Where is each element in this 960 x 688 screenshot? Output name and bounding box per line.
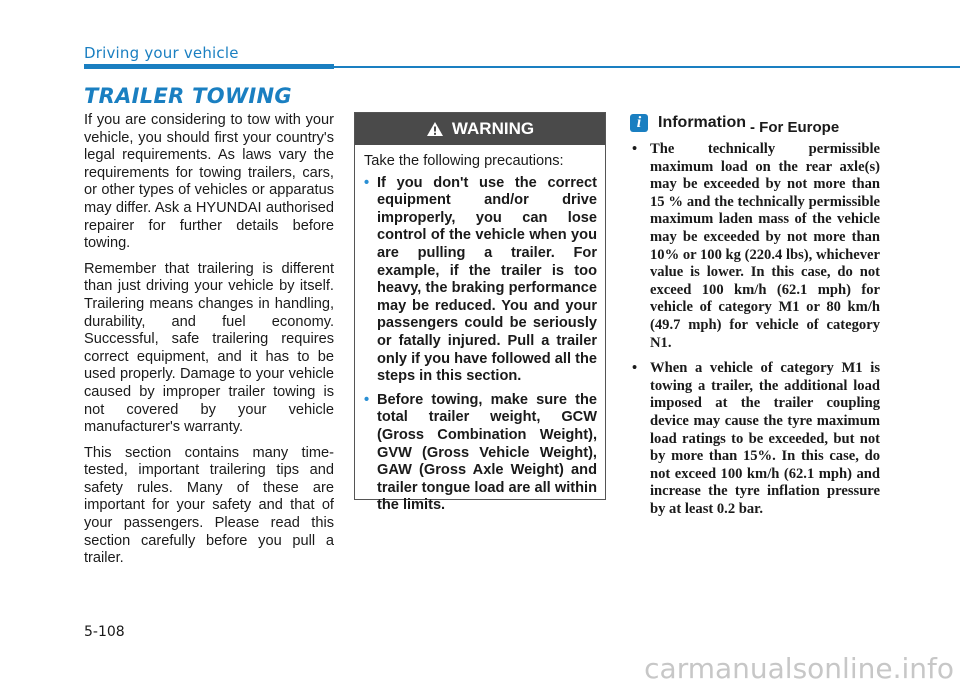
warning-intro: Take the following precautions:: [364, 153, 564, 169]
header-title: Driving your vehicle: [84, 44, 239, 62]
information-header: [630, 114, 840, 136]
header-rule-thin: [334, 66, 960, 68]
information-item: • The technically permissible maximum load on the rear axle(s) may be exceeded by not more than 15 % and the technically permissible maximum laden mass of the vehicle may be exceeded by not more than 10% or 100 kg (220.4 lbs), whichever value is lower. In this case, do not exceed 100 km/h (62.1 mph) for vehicle of category M1 or 80 km/h (49.7 mph) for vehicle of category N1.: [624, 141, 880, 352]
information-icon: i: [630, 114, 648, 132]
intro-paragraph: This section contains many time-tested, important trailering tips and safety rules. Many of these are important for your safety and that of your passengers. Please read this section carefully before you pull a trailer.: [84, 444, 334, 567]
information-list: [624, 141, 880, 518]
intro-paragraph: Remember that trailering is different than just driving your vehicle by itself. Trailering means changes in handling, durability, and fuel economy. Successful, safe trailering requires correct equipment, and it has to be used properly. Damage to your vehicle caused by improper trailer towing is not covered by your vehicle manufacturer's warranty.: [84, 260, 334, 436]
warning-item: • If you don't use the correct equipment and/or drive improperly, you can lose control of the vehicle when you are pulling a trailer. For example, if the trailer is too heavy, the braking performance may be reduced. You and your passengers could be seriously or fatally injured. Pull a trailer only if you have followed all the steps in this section.: [364, 175, 597, 386]
information-label: Information: [658, 114, 746, 131]
warning-body: [355, 145, 605, 515]
warning-item: • Before towing, make sure the total trailer weight, GCW (Gross Combination Weight), GVW (Gross Vehicle Weight), GAW (Gross Axle Weight) and trailer tongue load are all within the limits.: [364, 392, 597, 515]
warning-triangle-icon: [426, 121, 444, 137]
intro-column: [84, 112, 334, 576]
warning-header: [355, 113, 605, 145]
warning-list: [364, 175, 597, 515]
header-rule-thick: [84, 64, 334, 69]
section-title: TRAILER TOWING: [84, 84, 292, 108]
information-body: [624, 141, 880, 526]
watermark: carmanualsonline.info: [644, 652, 954, 685]
warning-box: [354, 112, 606, 514]
information-sublabel: - For Europe: [750, 118, 840, 136]
warning-title: WARNING: [451, 119, 535, 138]
page-number: 5-108: [84, 624, 125, 640]
intro-paragraph: If you are considering to tow with your vehicle, you should first your country's legal requirements. As laws vary the requirements for towing trailers, cars, or other types of vehicles or apparatus may differ. Ask a HYUNDAI authorised repairer for further details before towing.: [84, 112, 334, 252]
information-item: • When a vehicle of category M1 is towing a trailer, the additional load imposed at the trailer coupling device may cause the tyre maximum load ratings to be exceeded, but not by more than 15%. In this case, do not exceed 100 km/h (62.1 mph) and increase the tyre inflation pressure by at least 0.2 bar.: [624, 360, 880, 518]
